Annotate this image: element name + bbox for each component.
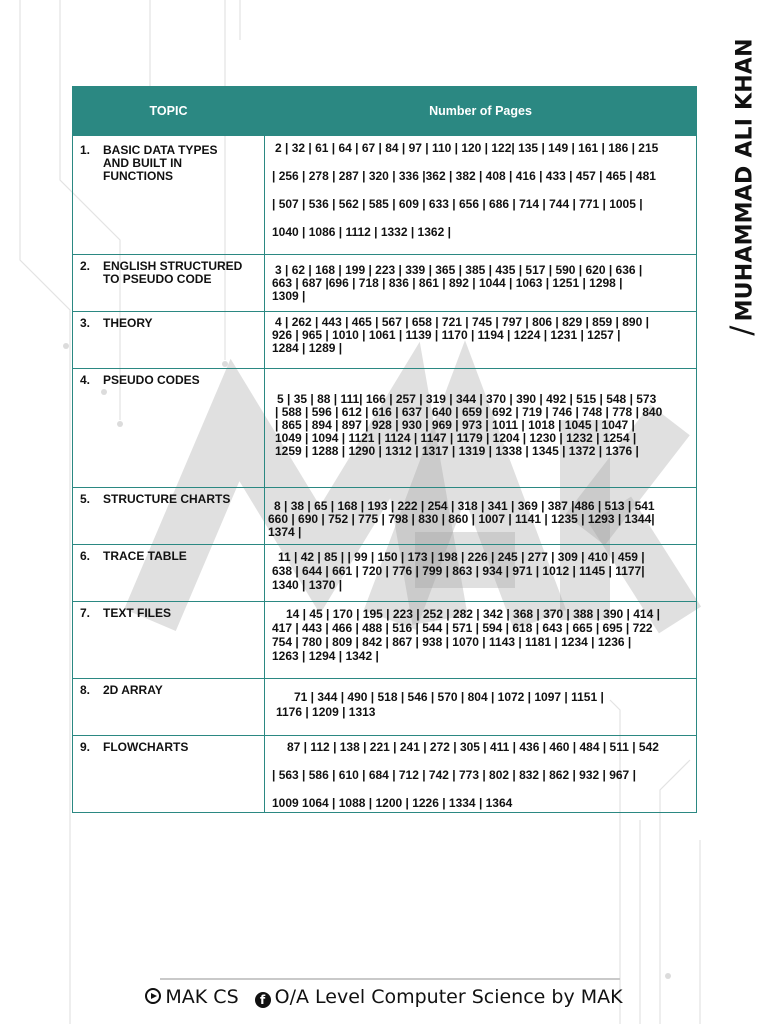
pages-line: 87 | 112 | 138 | 221 | 241 | 272 | 305 | 411 | 436 | 460 | 484 | 511 | 542 [287, 740, 659, 754]
slash-mark: / [724, 325, 760, 336]
pages-line: 1009 1064 | 1088 | 1200 | 1226 | 1334 | 1364 [272, 796, 513, 810]
topic-cell [73, 602, 265, 679]
pages-line: 1309 | [272, 289, 306, 303]
topic-name-line: STRUCTURE CHARTS [103, 492, 231, 506]
pages-column-header: Number of Pages [265, 87, 697, 136]
pages-cell [265, 679, 697, 736]
pages-line: | 256 | 278 | 287 | 320 | 336 |362 | 382 | 408 | 416 | 433 | 457 | 465 | 481 [272, 169, 656, 183]
table-row [73, 736, 697, 813]
pages-cell [265, 602, 697, 679]
pages-line: 417 | 443 | 466 | 488 | 516 | 544 | 571 | 594 | 618 | 643 | 665 | 695 | 722 [272, 621, 653, 635]
topic-name-line: THEORY [103, 316, 153, 330]
row-number: 7. [80, 606, 91, 620]
pages-line: 1340 | 1370 | [272, 578, 343, 592]
table-row [73, 488, 697, 545]
table-row [73, 312, 697, 369]
topic-name-line: PSEUDO CODES [103, 373, 200, 387]
pages-cell [265, 488, 697, 545]
row-number: 8. [80, 683, 91, 697]
table-row [73, 602, 697, 679]
pages-line: 1374 | [268, 525, 302, 539]
youtube-icon [145, 988, 161, 1004]
pages-cell [265, 736, 697, 813]
facebook-icon: f [255, 992, 271, 1008]
pages-line: 5 | 35 | 88 | 111| 166 | 257 | 319 | 344 | 370 | 390 | 492 | 515 | 548 | 573 [277, 392, 657, 406]
row-number: 3. [80, 316, 91, 330]
pages-line: 1176 | 1209 | 1313 [276, 705, 376, 719]
pages-cell [265, 136, 697, 255]
pages-line: | 588 | 596 | 612 | 616 | 637 | 640 | 659 | 692 | 719 | 746 | 748 | 778 | 840 [275, 405, 663, 419]
pages-line: | 507 | 536 | 562 | 585 | 609 | 633 | 656 | 686 | 714 | 744 | 771 | 1005 | [272, 197, 643, 211]
page-footer [0, 986, 768, 1008]
table-row [73, 545, 697, 602]
topic-name-line: TRACE TABLE [103, 549, 187, 563]
topic-name-line: TEXT FILES [103, 606, 172, 620]
topic-name-line: AND BUILT IN [103, 156, 183, 170]
pages-line: 754 | 780 | 809 | 842 | 867 | 938 | 1070 | 1143 | 1181 | 1234 | 1236 | [272, 635, 632, 649]
footer-divider [160, 978, 620, 980]
pages-line: 1263 | 1294 | 1342 | [272, 649, 379, 663]
pages-line: 14 | 45 | 170 | 195 | 223 | 252 | 282 | 342 | 368 | 370 | 388 | 390 | 414 | [286, 607, 660, 621]
table-header-row [73, 87, 697, 136]
topic-cell [73, 369, 265, 488]
topic-name-line: TO PSEUDO CODE [103, 272, 212, 286]
pages-line: 1284 | 1289 | [272, 341, 343, 355]
pages-line: 1259 | 1288 | 1290 | 1312 | 1317 | 1319 | 1338 | 1345 | 1372 | 1376 | [275, 444, 639, 458]
pages-line: 2 | 32 | 61 | 64 | 67 | 84 | 97 | 110 | 120 | 122| 135 | 149 | 161 | 186 | 215 [275, 141, 659, 155]
pages-line: 1040 | 1086 | 1112 | 1332 | 1362 | [272, 225, 451, 239]
youtube-channel-link[interactable]: MAK CS [165, 986, 239, 1008]
pages-line: 3 | 62 | 168 | 199 | 223 | 339 | 365 | 385 | 435 | 517 | 590 | 620 | 636 | [275, 263, 643, 277]
pages-line: 71 | 344 | 490 | 518 | 546 | 570 | 804 | 1072 | 1097 | 1151 | [294, 690, 604, 704]
topic-cell [73, 488, 265, 545]
pages-line: 663 | 687 |696 | 718 | 836 | 861 | 892 | 1044 | 1063 | 1251 | 1298 | [272, 276, 623, 290]
row-number: 2. [80, 259, 91, 273]
table-row [73, 136, 697, 255]
topic-name-line: 2D ARRAY [103, 683, 163, 697]
topics-table [72, 86, 697, 813]
row-number: 6. [80, 549, 91, 563]
row-number: 9. [80, 740, 91, 754]
pages-line: 638 | 644 | 661 | 720 | 776 | 799 | 863 | 934 | 971 | 1012 | 1145 | 1177| [272, 564, 645, 578]
pages-cell [265, 545, 697, 602]
author-sidebar [724, 12, 760, 362]
topic-cell [73, 312, 265, 369]
topic-cell [73, 545, 265, 602]
pages-cell [265, 255, 697, 312]
topic-column-header: TOPIC [73, 87, 265, 136]
topic-cell [73, 255, 265, 312]
topic-cell [73, 736, 265, 813]
pages-line: 1049 | 1094 | 1121 | 1124 | 1147 | 1179 | 1204 | 1230 | 1232 | 1254 | [275, 431, 637, 445]
pages-cell [265, 369, 697, 488]
pages-line: 660 | 690 | 752 | 775 | 798 | 830 | 860 | 1007 | 1141 | 1235 | 1293 | 1344| [268, 512, 655, 526]
author-name: MUHAMMAD ALI KHAN [732, 38, 758, 322]
pages-line: | 563 | 586 | 610 | 684 | 712 | 742 | 773 | 802 | 832 | 862 | 932 | 967 | [272, 768, 636, 782]
row-number: 1. [80, 143, 91, 157]
row-number: 4. [80, 373, 91, 387]
row-number: 5. [80, 492, 91, 506]
pages-cell [265, 312, 697, 369]
topic-name-line: BASIC DATA TYPES [103, 143, 218, 157]
topic-cell [73, 679, 265, 736]
pages-line: 926 | 965 | 1010 | 1061 | 1139 | 1170 | 1194 | 1224 | 1231 | 1257 | [272, 328, 621, 342]
table-row [73, 679, 697, 736]
pages-line: 11 | 42 | 85 | | 99 | 150 | 173 | 198 | 226 | 245 | 277 | 309 | 410 | 459 | [278, 550, 645, 564]
topic-name-line: FLOWCHARTS [103, 740, 189, 754]
topic-name-line: FUNCTIONS [103, 169, 173, 183]
table-row [73, 369, 697, 488]
facebook-page-link[interactable]: O/A Level Computer Science by MAK [274, 986, 623, 1008]
pages-line: 4 | 262 | 443 | 465 | 567 | 658 | 721 | 745 | 797 | 806 | 829 | 859 | 890 | [275, 315, 649, 329]
table-row [73, 255, 697, 312]
topic-name-line: ENGLISH STRUCTURED [103, 259, 243, 273]
topic-cell [73, 136, 265, 255]
pages-line: | 865 | 894 | 897 | 928 | 930 | 969 | 973 | 1011 | 1018 | 1045 | 1047 | [275, 418, 635, 432]
pages-line: 8 | 38 | 65 | 168 | 193 | 222 | 254 | 318 | 341 | 369 | 387 |486 | 513 | 541 [274, 499, 655, 513]
